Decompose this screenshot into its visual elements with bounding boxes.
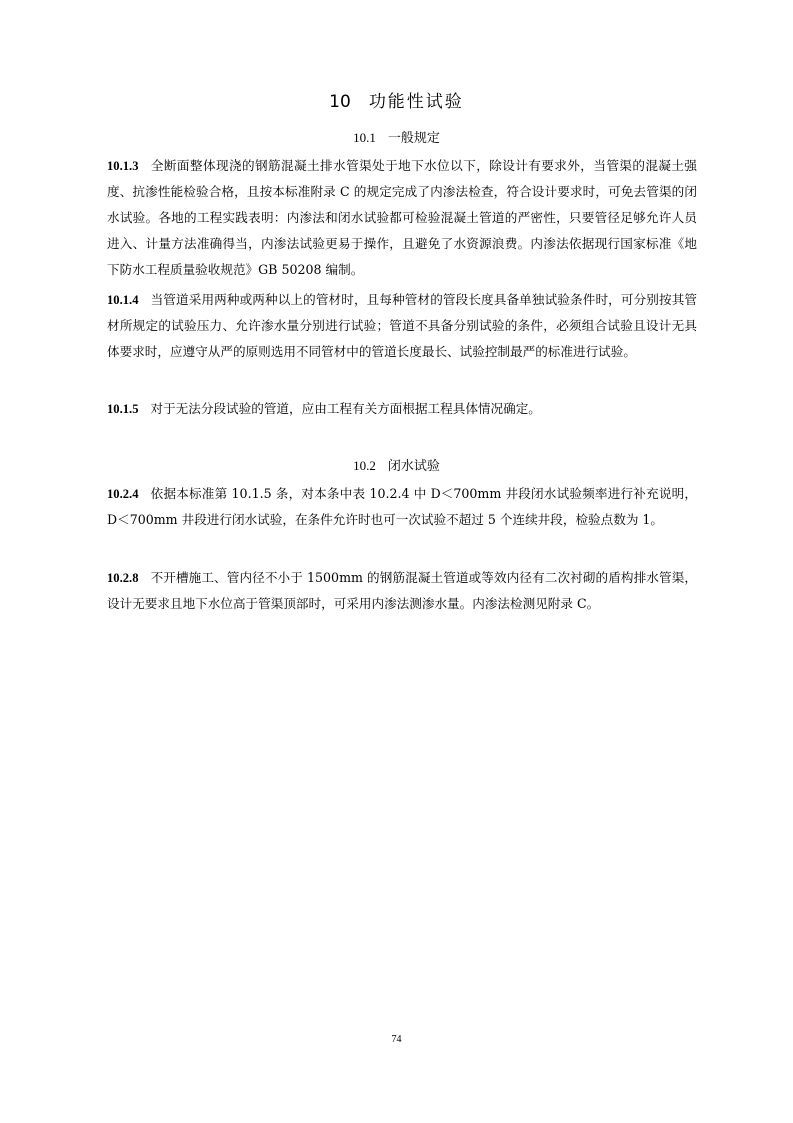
clause-10-2-4 (107, 481, 697, 533)
clause-text: 对于无法分段试验的管道，应由工程有关方面根据工程具体情况确定。 (150, 401, 541, 416)
page-number: 74 (391, 1034, 402, 1045)
chapter-title (0, 90, 793, 114)
clause-10-1-5 (107, 396, 697, 422)
clause-number: 10.2.4 (107, 487, 139, 501)
clause-text: 当管道采用两种或两种以上的管材时，且每种管材的管段长度具备单独试验条件时，可分别按其管材所规定的试验压力、允许渗水量分别进行试验；管道不具备分别试验的条件，必须组合试验且设计无具体要求时，应遵守从严的原则选用不同管材中的管道长度最长、试验控制最严的标准进行试验。 (107, 292, 697, 359)
chapter-title-text: 功能性试验 (368, 92, 464, 112)
clause-number: 10.1.5 (107, 402, 139, 416)
clause-10-1-4 (107, 287, 697, 365)
chapter-number: 10 (329, 92, 351, 112)
clause-text: 全断面整体现浇的钢筋混凝土排水管渠处于地下水位以下，除设计有要求外，当管渠的混凝土强度、抗渗性能检验合格，且按本标准附录 C 的规定完成了内渗法检查，符合设计要求时，可免去管渠的闭水试验。各地的工程实践表明：内渗法和闭水试验都可检验混凝土管道的严密性，只要管径足够允许人员进入、计量方法准确得当，内渗法试验更易于操作，且避免了水资源浪费。内渗法依据现行国家标准《地下防水工程质量验收规范》GB 50208 编制。 (107, 158, 697, 277)
clause-number: 10.1.4 (107, 293, 139, 307)
clause-number: 10.2.8 (107, 571, 139, 585)
clause-number: 10.1.3 (107, 159, 139, 173)
section-title: 一般规定 (387, 131, 440, 146)
clause-10-2-8 (107, 565, 697, 617)
clause-text: 不开槽施工、管内径不小于 1500mm 的钢筋混凝土管道或等效内径有二次衬砌的盾构排水管渠，设计无要求且地下水位高于管渠顶部时，可采用内渗法测渗水量。内渗法检测见附录 C。 (107, 570, 697, 611)
clause-10-1-3 (107, 153, 697, 283)
section-number: 10.2 (353, 458, 376, 473)
clause-text: 依据本标准第 10.1.5 条，对本条中表 10.2.4 中 D＜700mm 井段闭水试验频率进行补充说明，D＜700mm 井段进行闭水试验，在条件允许时也可一次试验不超过 5 个连续井段，检验点数为 1。 (107, 486, 697, 527)
section-heading-10-1 (0, 129, 793, 148)
section-number: 10.1 (353, 130, 376, 145)
section-title: 闭水试验 (387, 459, 440, 474)
section-heading-10-2 (0, 457, 793, 476)
